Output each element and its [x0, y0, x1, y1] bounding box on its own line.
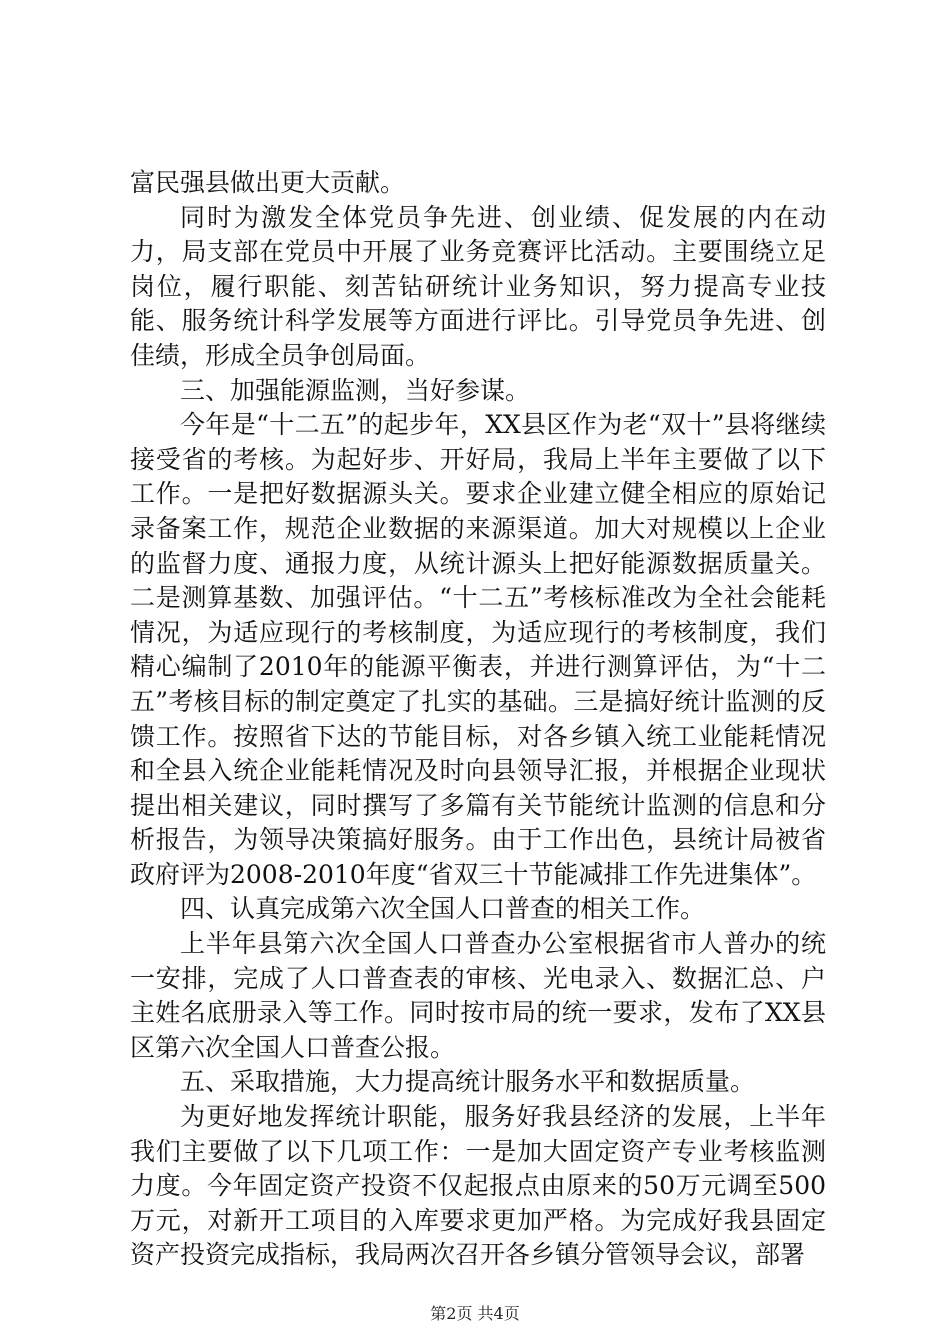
paragraph-service-quality: 为更好地发挥统计职能，服务好我县经济的发展，上半年我们主要做了以下几项工作：一是加大固定资产专业考核监测力度。今年固定资产投资不仅起报点由原来的50万元调至500万元，对新开工项目的入库要求更加严格。为完成好我县固定资产投资完成指标，我局两次召开各乡镇分管领导会议，部署	[130, 1102, 826, 1270]
paragraph-party-competition: 同时为激发全体党员争先进、创业绩、促发展的内在动力，局支部在党员中开展了业务竞赛评比活动。主要围绕立足岗位，履行职能、刻苦钻研统计业务知识，努力提高专业技能、服务统计科学发展等方面进行评比。引导党员争先进、创佳绩，形成全员争创局面。	[130, 202, 826, 370]
section-heading-energy-monitoring: 三、加强能源监测，当好参谋。	[180, 375, 531, 405]
paragraph-energy-monitoring: 今年是“十二五”的起步年，XX县区作为老“双十”县将继续接受省的考核。为起好步、开好局，我局上半年主要做了以下工作。一是把好数据源头关。要求企业建立健全相应的原始记录备案工作，规范企业数据的来源渠道。加大对规模以上企业的监督力度、通报力度，从统计源头上把好能源数据质量关。二是测算基数、加强评估。“十二五”考核标准改为全社会能耗情况，为适应现行的考核制度，为适应现行的考核制度，我们精心编制了2010年的能源平衡表，并进行测算评估，为“十二五”考核目标的制定奠定了扎实的基础。三是搞好统计监测的反馈工作。按照省下达的节能目标，对各乡镇入统工业能耗情况和全县入统企业能耗情况及时向县领导汇报，并根据企业现状提出相关建议，同时撰写了多篇有关节能统计监测的信息和分析报告，为领导决策搞好服务。由于工作出色，县统计局被省政府评为2008-2010年度“省双三十节能减排工作先进集体”。	[130, 410, 826, 889]
paragraph-continuation: 富民强县做出更大贡献。	[130, 168, 406, 197]
document-body	[130, 166, 826, 1273]
paragraph-census: 上半年县第六次全国人口普查办公室根据省市人普办的统一安排，完成了人口普查表的审核、光电录入、数据汇总、户主姓名底册录入等工作。同时按市局的统一要求，发布了XX县区第六次全国人口普查公报。	[130, 929, 826, 1062]
page-footer	[0, 1301, 950, 1324]
page-number: 第2页 共4页	[430, 1304, 520, 1323]
section-heading-service-quality: 五、采取措施，大力提高统计服务水平和数据质量。	[180, 1067, 756, 1097]
section-heading-census: 四、认真完成第六次全国人口普查的相关工作。	[180, 894, 706, 924]
